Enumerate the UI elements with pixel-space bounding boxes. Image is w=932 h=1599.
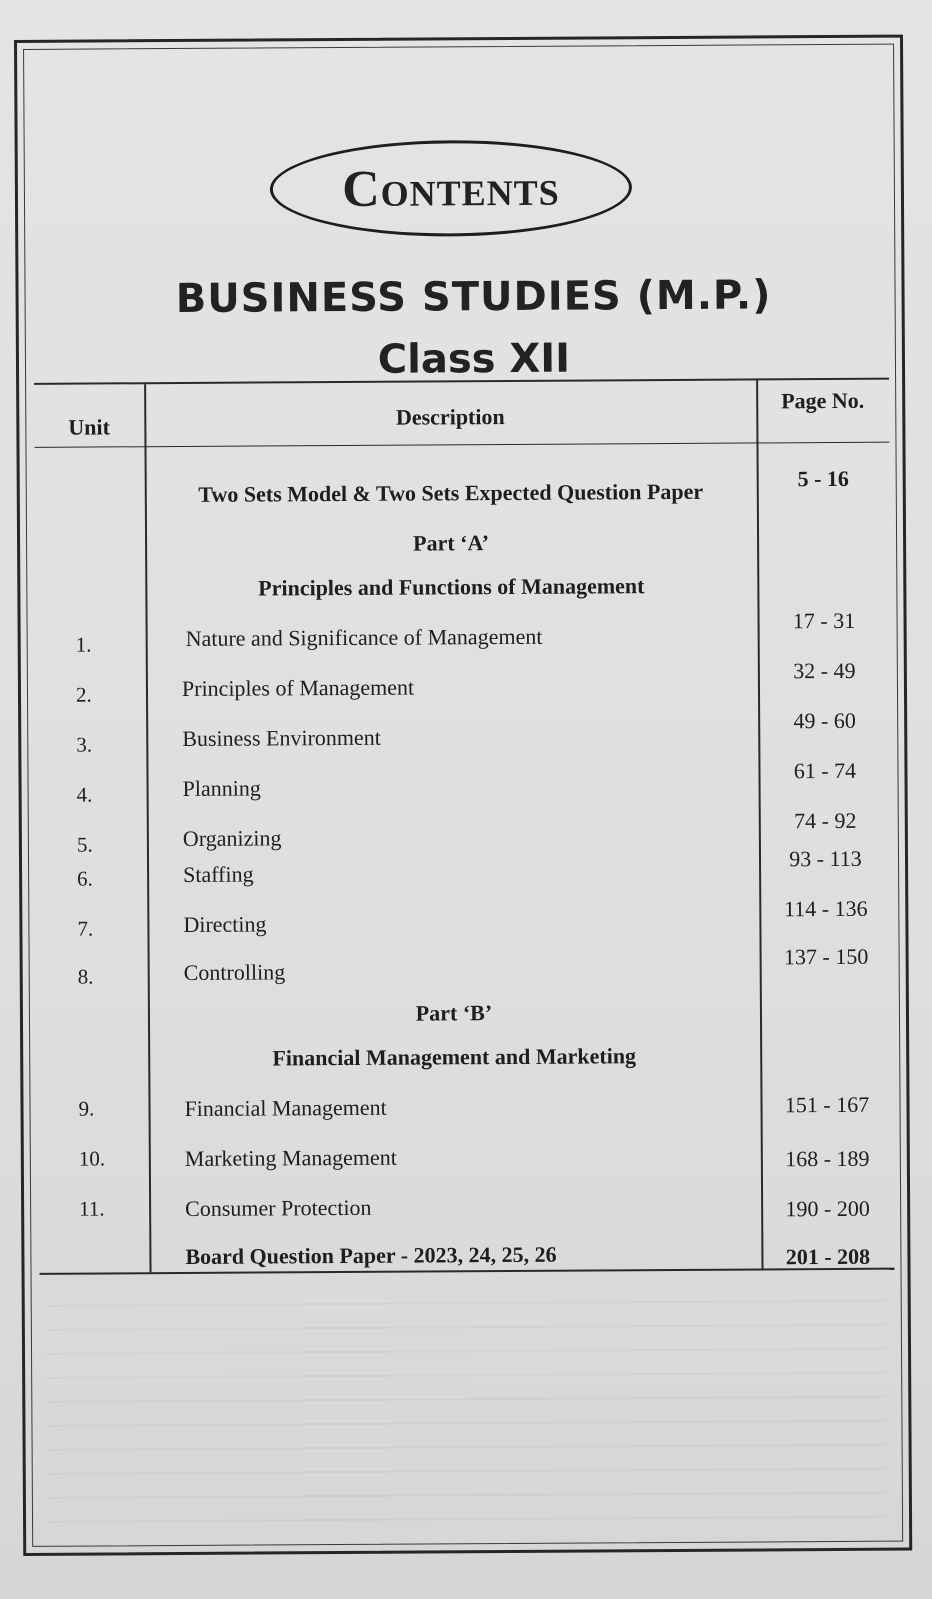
row-description: Organizing (182, 825, 282, 851)
row-unit: 8. (77, 964, 94, 989)
table-row (35, 465, 890, 513)
row-description: Staffing (183, 861, 254, 887)
row-description: Board Question Paper - 2023, 24, 25, 26 (185, 1241, 557, 1269)
contents-table (34, 378, 894, 1275)
table-row (38, 998, 893, 1033)
table-row (36, 657, 891, 707)
table-row (39, 1192, 894, 1227)
row-pages: 61 - 74 (793, 757, 857, 784)
row-unit: 5. (76, 832, 93, 857)
row-unit: 1. (75, 632, 92, 657)
table-row (37, 845, 892, 893)
row-pages: 93 - 113 (789, 845, 862, 872)
table-row (38, 1042, 893, 1077)
table-row (37, 757, 892, 807)
row-unit: 7. (77, 916, 94, 941)
row-unit: 2. (75, 682, 92, 707)
table-row (37, 895, 892, 943)
row-pages: 32 - 49 (793, 657, 856, 684)
contents-heading: Contents (341, 159, 560, 218)
table-row (35, 572, 890, 607)
header-unit: Unit (68, 414, 111, 440)
row-pages: 151 - 167 (784, 1091, 870, 1118)
row-pages: 201 - 208 (785, 1243, 871, 1270)
row-unit: 6. (77, 866, 93, 891)
row-pages: 168 - 189 (785, 1145, 870, 1172)
table-row (36, 707, 891, 757)
row-pages: 190 - 200 (785, 1195, 870, 1222)
page-border (14, 35, 912, 1556)
row-description: Financial Management (184, 1094, 387, 1121)
table-row (38, 943, 893, 991)
row-description: Two Sets Model & Two Sets Expected Question Paper (198, 478, 704, 507)
blank-area (47, 1278, 887, 1523)
row-pages: 114 - 136 (783, 895, 868, 922)
row-description: Nature and Significance of Management (185, 623, 543, 651)
row-description: Marketing Management (184, 1144, 397, 1171)
row-description: Consumer Protection (185, 1194, 372, 1221)
table-row (38, 1092, 893, 1127)
row-pages: 17 - 31 (792, 607, 856, 634)
class-title: Class XII (377, 335, 571, 383)
table-row (39, 1142, 894, 1177)
book-title: BUSINESS STUDIES (M.P.) (175, 272, 772, 323)
row-description: Directing (183, 911, 267, 937)
row-description: Planning (182, 775, 261, 801)
row-description: Principles of Management (181, 674, 415, 701)
table-row (35, 528, 890, 563)
header-description: Description (395, 404, 505, 430)
row-pages: 49 - 60 (793, 707, 856, 734)
table-row (36, 607, 891, 657)
row-unit: 4. (76, 782, 93, 807)
header-divider (34, 442, 889, 448)
row-unit: 3. (76, 732, 93, 757)
section-heading: Financial Management and Marketing (272, 1043, 637, 1071)
table-row (39, 1240, 894, 1275)
row-description: Controlling (183, 959, 286, 985)
row-pages: 74 - 92 (794, 807, 857, 834)
row-description: Business Environment (182, 724, 381, 751)
part-heading: Part ‘A’ (413, 530, 490, 556)
row-unit: 9. (78, 1096, 95, 1121)
row-unit: 10. (78, 1146, 106, 1171)
section-heading: Principles and Functions of Management (258, 573, 645, 601)
row-pages: 5 - 16 (797, 465, 849, 492)
row-pages: 137 - 150 (783, 943, 869, 970)
part-heading: Part ‘B’ (415, 1000, 493, 1026)
row-unit: 11. (79, 1196, 105, 1221)
header-page-no: Page No. (781, 387, 865, 414)
